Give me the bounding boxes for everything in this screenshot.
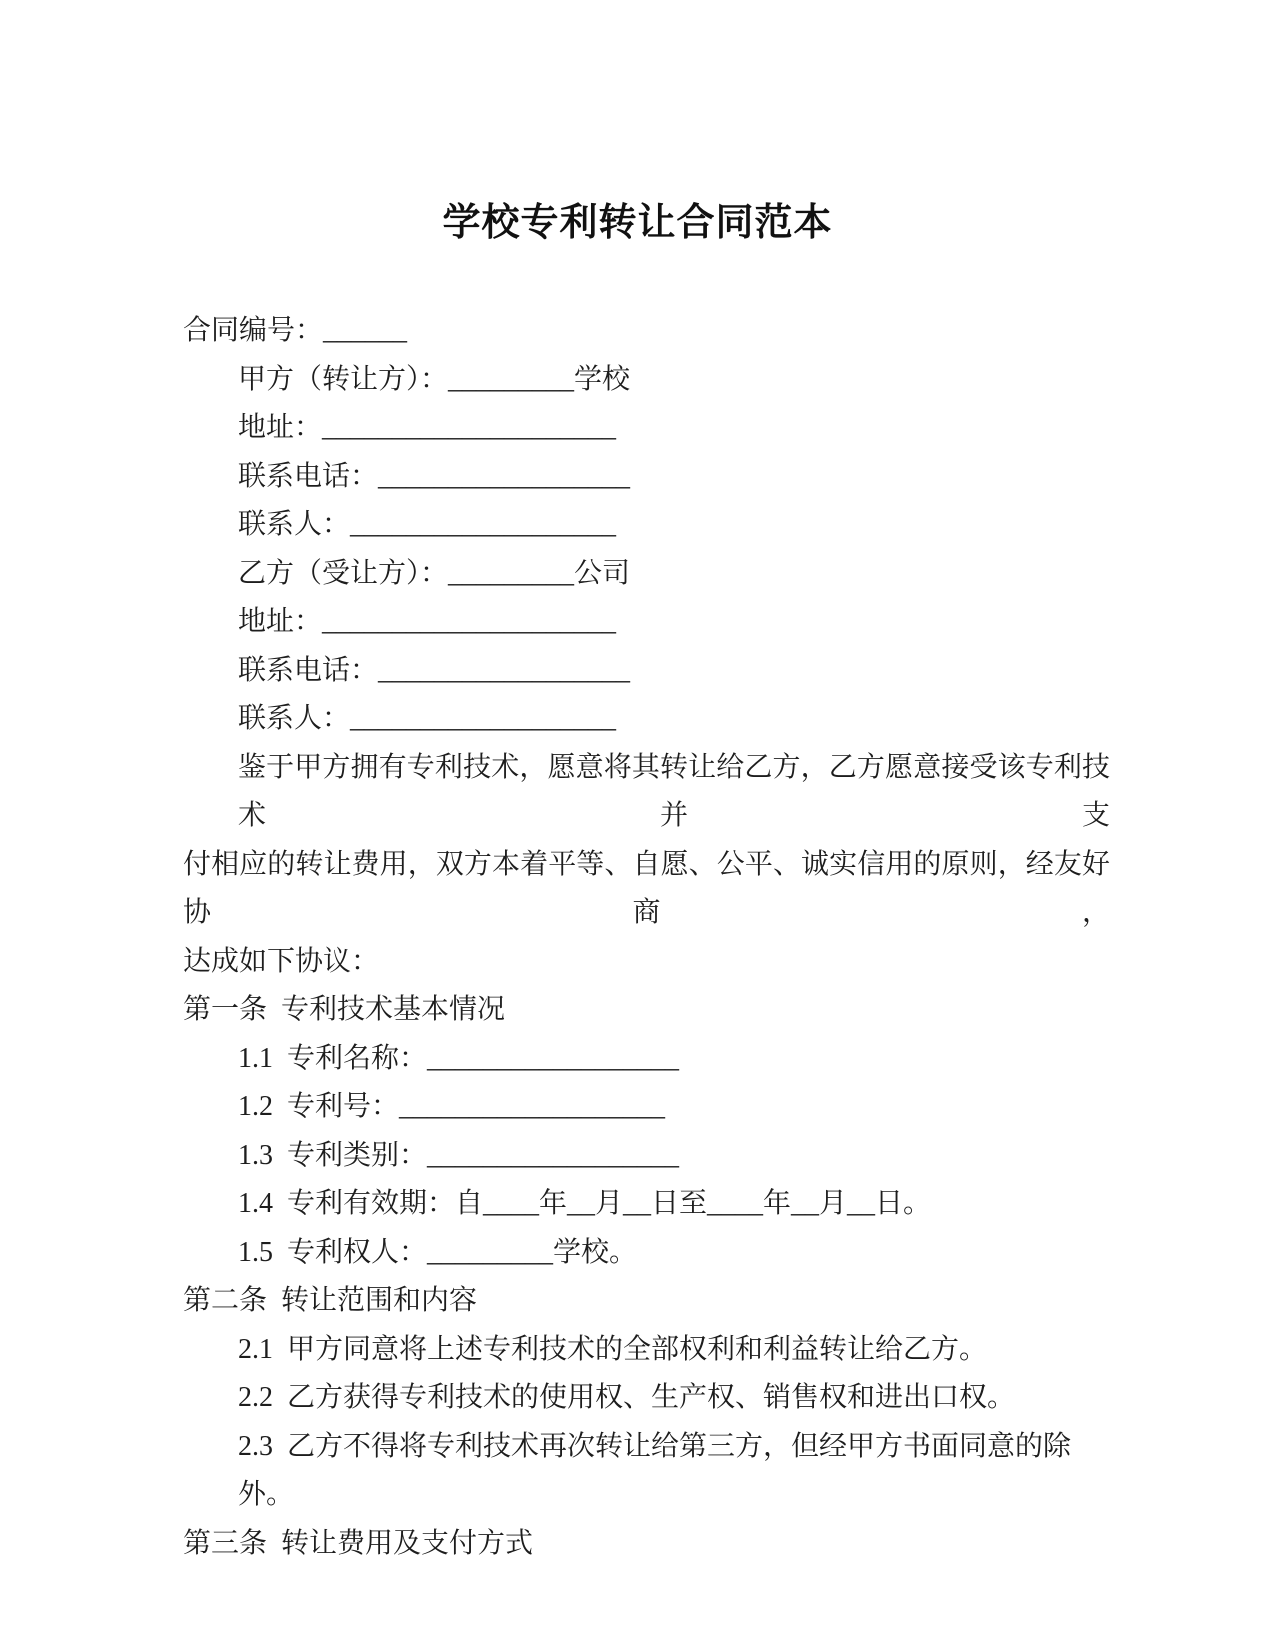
preamble-line-2: 付相应的转让费用，双方本着平等、自愿、公平、诚实信用的原则，经友好协商， <box>183 848 1110 928</box>
item-1-3-patent-type: 1.3 专利类别：__________________ <box>238 1139 680 1171</box>
party-a-address-line: 地址：_____________________ <box>238 412 617 443</box>
item-2-1: 2.1 甲方同意将上述专利技术的全部权利和利益转让给乙方。 <box>238 1333 988 1365</box>
item-1-1-patent-name: 1.1 专利名称：__________________ <box>238 1042 680 1074</box>
party-b-address-line: 地址：_____________________ <box>238 606 617 637</box>
item-1-2-patent-number: 1.2 专利号：___________________ <box>238 1091 666 1122</box>
party-a-phone-line: 联系电话：__________________ <box>238 460 631 492</box>
article-2-heading: 第二条 转让范围和内容 <box>183 1285 478 1316</box>
article-3-heading: 第三条 转让费用及支付方式 <box>183 1527 534 1559</box>
contract-number-line: 合同编号：______ <box>183 315 408 346</box>
preamble-line-3: 达成如下协议： <box>183 945 380 977</box>
party-b-line: 乙方（受让方）：_________公司 <box>238 557 631 589</box>
party-a-line: 甲方（转让方）：_________学校 <box>238 363 631 395</box>
document-title: 学校专利转让合同范本 <box>442 202 833 244</box>
preamble-line-1: 鉴于甲方拥有专利技术，愿意将其转让给乙方，乙方愿意接受该专利技术并支 <box>238 751 1110 831</box>
item-2-2: 2.2 乙方获得专利技术的使用权、生产权、销售权和进出口权。 <box>238 1382 1016 1413</box>
contract-body <box>183 307 1110 1568</box>
party-a-contact-line: 联系人：___________________ <box>238 509 617 540</box>
article-1-heading: 第一条 专利技术基本情况 <box>183 994 506 1025</box>
party-b-phone-line: 联系电话：__________________ <box>238 654 631 686</box>
item-1-5-patent-owner: 1.5 专利权人：_________学校。 <box>238 1236 638 1268</box>
item-2-3: 2.3 乙方不得将专利技术再次转让给第三方，但经甲方书面同意的除外。 <box>238 1430 1072 1510</box>
item-1-4-patent-validity: 1.4 专利有效期：自____年__月__日至____年__月__日。 <box>238 1188 932 1219</box>
party-b-contact-line: 联系人：___________________ <box>238 703 617 734</box>
